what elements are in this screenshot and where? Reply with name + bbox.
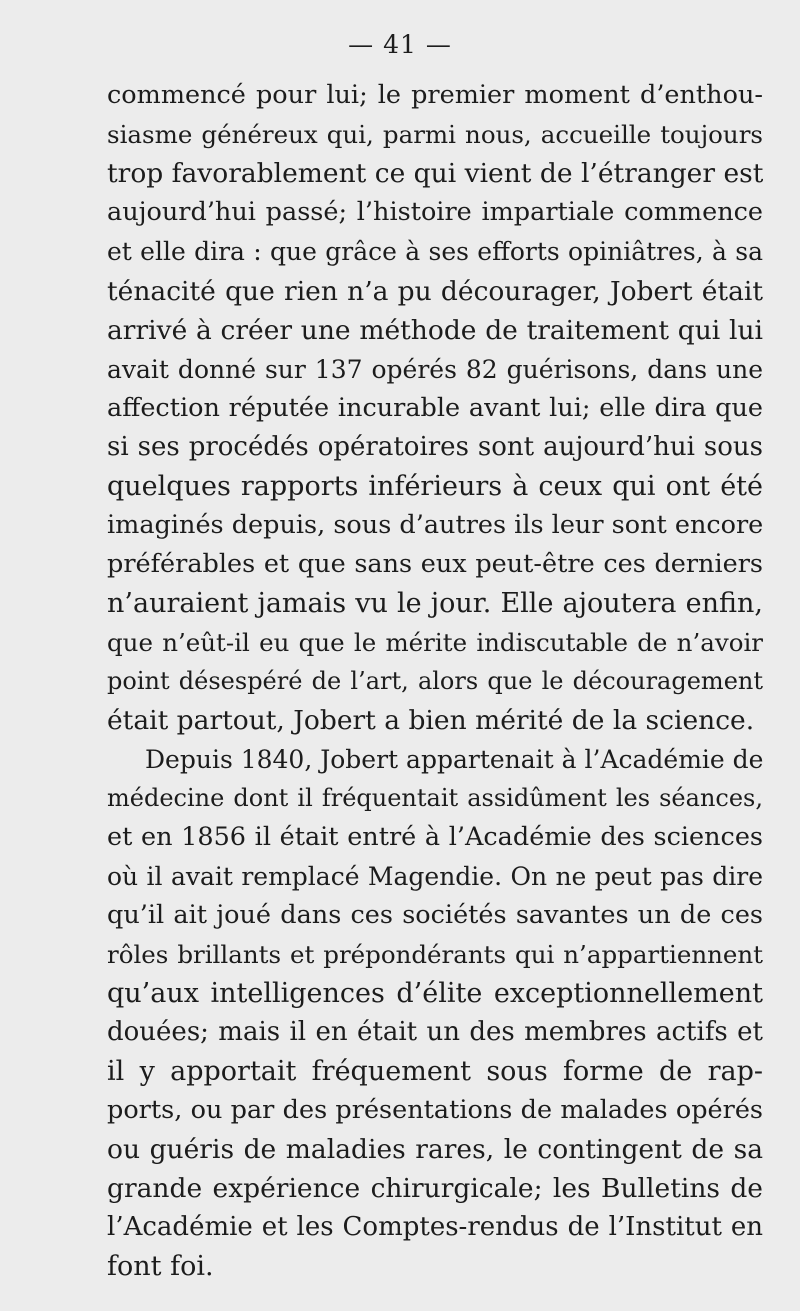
text-line: n’auraient jamais vu le jour. Elle ajoutera enfin, [107, 588, 763, 619]
text-line: où il avait remplacé Magendie. On ne peut pas dire [107, 862, 763, 891]
text-line: ou guéris de maladies rares, le contingent de sa [107, 1134, 763, 1165]
text-line: qu’il ait joué dans ces sociétés savantes un de ces [107, 900, 763, 930]
text-line: si ses procédés opératoires sont aujourd’hui sous [107, 432, 763, 462]
text-line: imaginés depuis, sous d’autres ils leur sont encore [107, 510, 763, 540]
text-line: trop favorablement ce qui vient de l’étranger est [107, 158, 763, 189]
text-line: aujourd’hui passé; l’histoire impartiale commence [107, 197, 763, 227]
text-line: était partout, Jobert a bien mérité de la science. [107, 705, 755, 736]
text-line: affection réputée incurable avant lui; elle dira que [107, 393, 763, 423]
text-line: ténacité que rien n’a pu décourager, Jobert était [107, 276, 763, 307]
text-line: commencé pour lui; le premier moment d’enthou- [107, 80, 763, 110]
text-line: l’Académie et les Comptes-rendus de l’Institut en [107, 1212, 763, 1242]
text-line: font foi. [107, 1251, 214, 1282]
text-line: et en 1856 il était entré à l’Académie des sciences [107, 822, 763, 852]
text-line: point désespéré de l’art, alors que le découragement [107, 667, 763, 695]
text-line: douées; mais il en était un des membres actifs et [107, 1017, 763, 1047]
text-line: arrivé à créer une méthode de traitement qui lui [107, 315, 763, 346]
page-number: — 41 — [348, 30, 452, 59]
text-line: préférables et que sans eux peut-être ces derniers [107, 549, 763, 579]
text-line: ports, ou par des présentations de malades opérés [107, 1095, 763, 1125]
text-line: grande expérience chirurgicale; les Bulletins de [107, 1173, 763, 1204]
text-line: rôles brillants et prépondérants qui n’appartiennent [107, 940, 763, 969]
text-line: il y apportait fréquement sous forme de rap- [107, 1056, 763, 1087]
text-line: avait donné sur 137 opérés 82 guérisons, dans une [107, 355, 763, 384]
text-line: et elle dira : que grâce à ses efforts opiniâtres, à sa [107, 237, 763, 266]
text-line: quelques rapports inférieurs à ceux qui ont été [107, 471, 763, 502]
text-line: siasme généreux qui, parmi nous, accueille toujours [107, 120, 763, 149]
text-line: Depuis 1840, Jobert appartenait à l’Académie de [145, 745, 763, 774]
text-line: qu’aux intelligences d’élite exceptionnellement [107, 978, 763, 1009]
text-line: que n’eût-il eu que le mérite indiscutable de n’avoir [107, 628, 763, 657]
text-line: médecine dont il fréquentait assidûment les séances, [107, 784, 763, 812]
